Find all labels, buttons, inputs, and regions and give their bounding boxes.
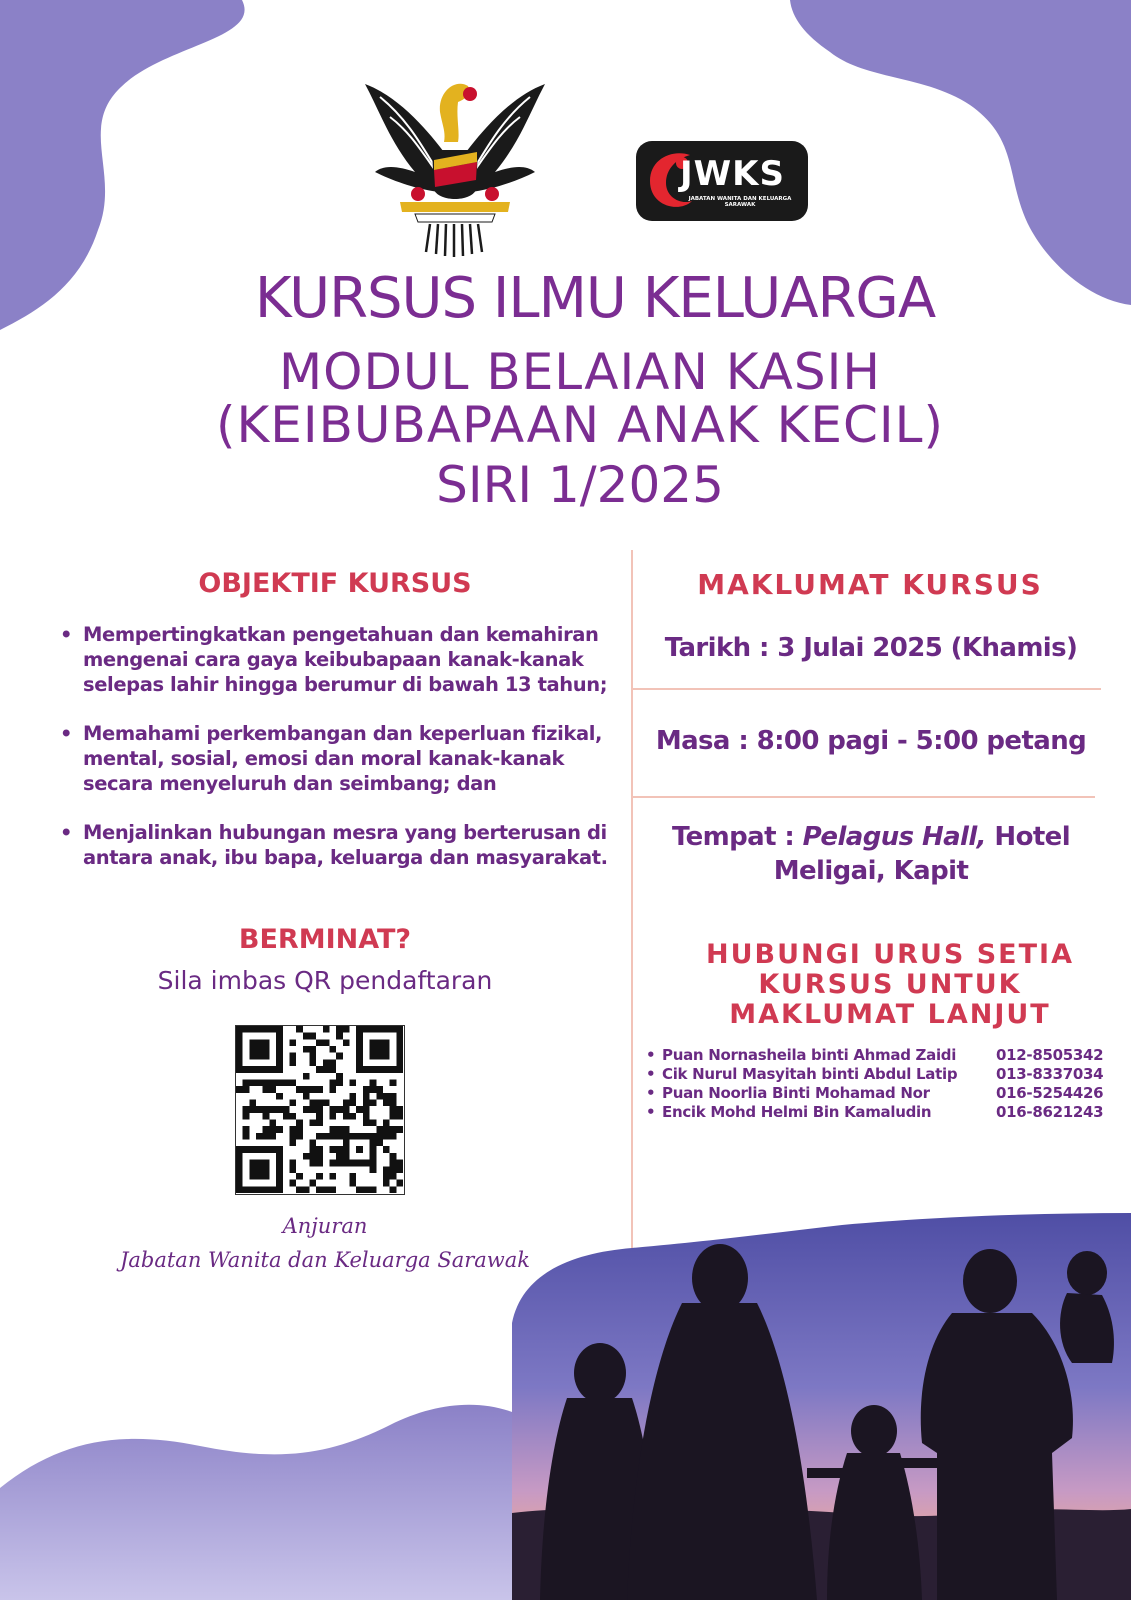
bottom-left-blob — [0, 1405, 530, 1600]
contact-list — [646, 1046, 1116, 1122]
info-divider-2 — [633, 796, 1095, 798]
contact-name: Puan Noorlia Binti Mohamad Nor — [662, 1084, 930, 1102]
maklumat-heading: MAKLUMAT KURSUS — [697, 568, 1043, 601]
contact-item: • Puan Nornasheila binti Ahmad Zaidi 012-8505342 — [646, 1046, 1104, 1064]
objektif-item: • Memahami perkembangan dan keperluan fizikal, mental, sosial, emosi dan moral kanak-kanak secara menyeluruh dan seimbang; dan — [60, 722, 602, 795]
objektif-item: • Menjalinkan hubungan mesra yang berterusan di antara anak, ibu bapa, keluarga dan masyarakat. — [60, 821, 608, 869]
family-silhouette-image — [512, 1213, 1131, 1600]
contact-name: Encik Mohd Helmi Bin Kamaludin — [662, 1103, 932, 1121]
contact-item: • Puan Noorlia Binti Mohamad Nor 016-5254426 — [646, 1084, 1104, 1102]
venue-hall: Pelagus Hall, — [802, 822, 986, 852]
berminat-subtext: Sila imbas QR pendaftaran — [157, 966, 493, 995]
contact-heading: HUBUNGI URUS SETIA KURSUS UNTUK MAKLUMAT LANJUT — [706, 939, 1074, 1030]
course-date: Tarikh : 3 Julai 2025 (Khamis) — [664, 633, 1078, 663]
sarawak-crest-emblem — [360, 72, 550, 262]
title-module: MODUL BELAIAN KASIH — [279, 343, 881, 401]
info-divider-1 — [633, 688, 1101, 690]
top-right-blob — [790, 0, 1131, 305]
jwks-logo-text: JWKS — [680, 154, 785, 194]
contact-phone: 012-8505342 — [996, 1046, 1104, 1064]
contact-name: Cik Nurul Masyitah binti Abdul Latip — [662, 1065, 958, 1083]
contact-phone: 016-5254426 — [996, 1084, 1104, 1102]
column-divider — [631, 550, 633, 1260]
berminat-heading: BERMINAT? — [238, 924, 412, 955]
contact-name: Puan Nornasheila binti Ahmad Zaidi — [662, 1046, 957, 1064]
title-subtitle: (KEIBUBAPAAN ANAK KECIL) — [216, 396, 944, 454]
objektif-heading: OBJEKTIF KURSUS — [198, 568, 472, 599]
contact-phone: 016-8621243 — [996, 1103, 1104, 1121]
objektif-list — [60, 622, 626, 894]
title-series: SIRI 1/2025 — [436, 456, 724, 514]
contact-item: • Cik Nurul Masyitah binti Abdul Latip 013-8337034 — [646, 1065, 1104, 1083]
title-main: KURSUS ILMU KELUARGA — [254, 266, 936, 331]
organizer-name: Jabatan Wanita dan Keluarga Sarawak — [119, 1248, 531, 1272]
contact-item: • Encik Mohd Helmi Bin Kamaludin 016-8621243 — [646, 1103, 1104, 1121]
qr-code-icon — [236, 1026, 403, 1193]
organizer-label: Anjuran — [282, 1214, 368, 1238]
course-time: Masa : 8:00 pagi - 5:00 petang — [655, 726, 1087, 756]
objektif-item: • Mempertingkatkan pengetahuan dan kemahiran mengenai cara gaya keibubapaan kanak-kanak selepas lahir hingga berumur di bawah 13 tahun; — [60, 623, 608, 696]
jwks-logo-subtext: JABATAN WANITA DAN KELUARGA SARAWAK — [688, 196, 792, 208]
contact-phone: 013-8337034 — [996, 1065, 1104, 1083]
course-venue: Tempat : Pelagus Hall, Hotel Meligai, Kapit — [671, 822, 1071, 886]
registration-qr-code[interactable] — [235, 1025, 405, 1195]
